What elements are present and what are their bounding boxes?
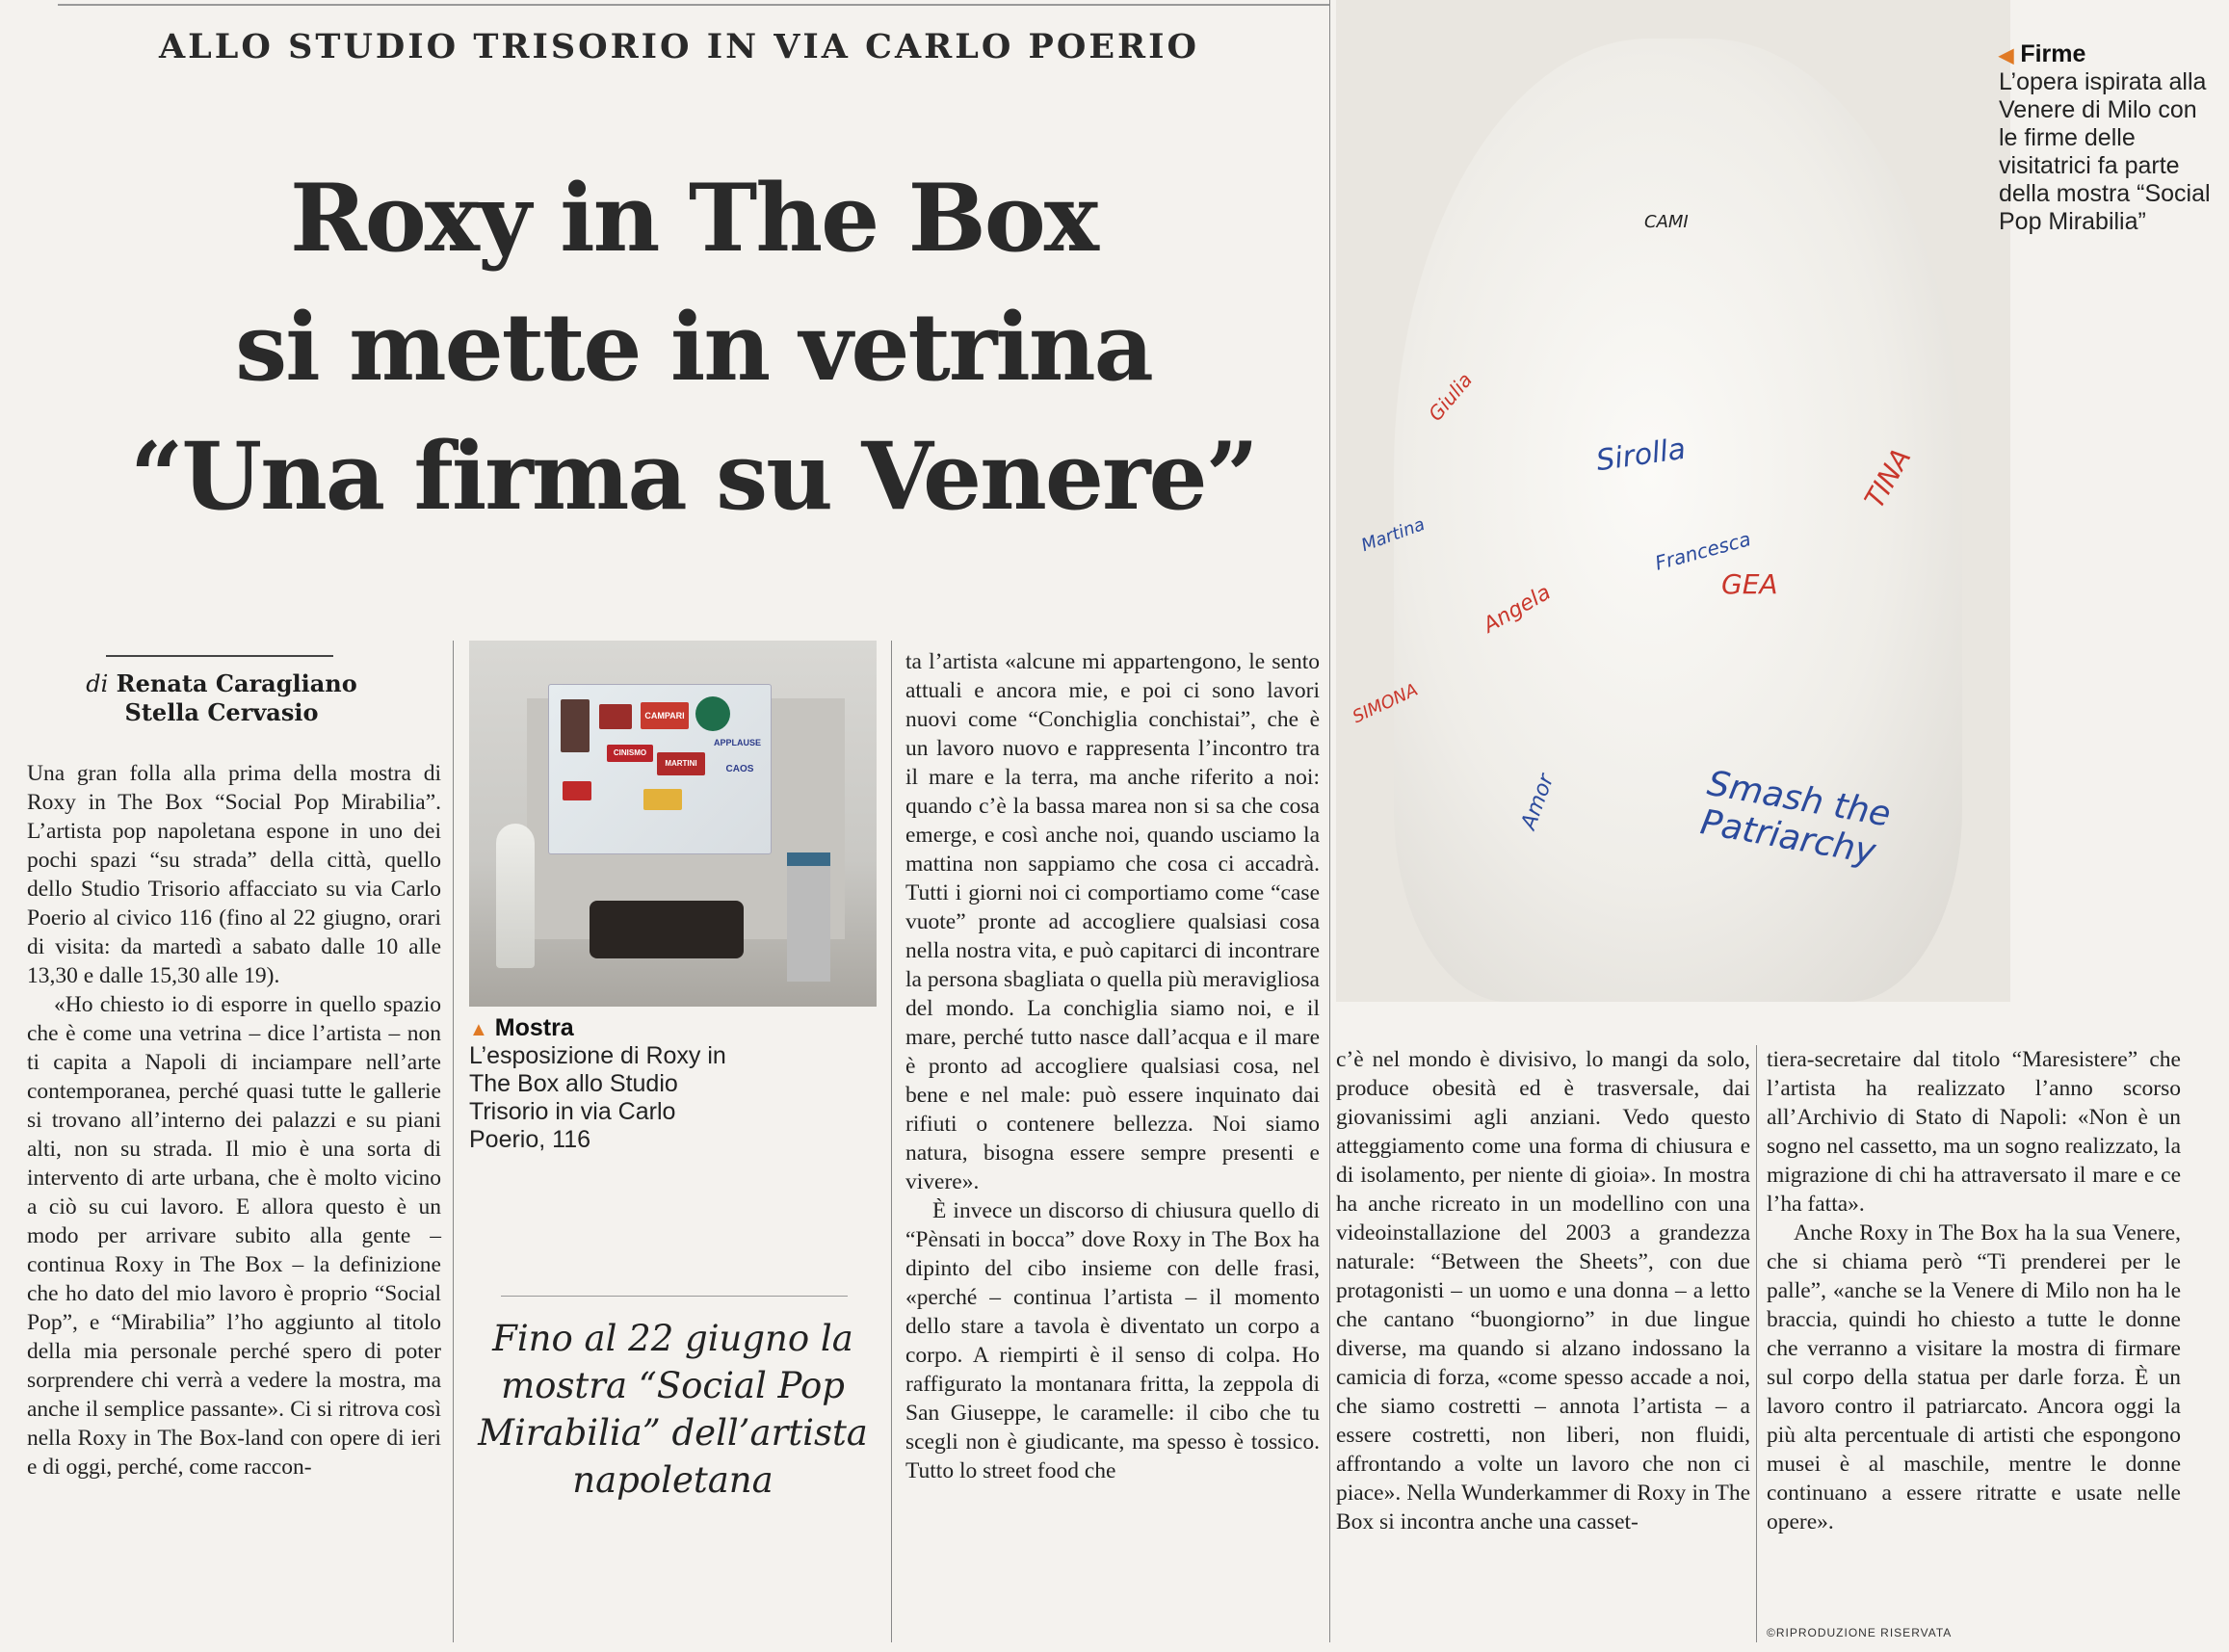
signature: GEA (1721, 568, 1778, 600)
poster (561, 699, 590, 752)
signature: TINA (1858, 442, 1918, 514)
caption-title: Mostra (494, 1014, 574, 1041)
signature: Martina (1358, 513, 1428, 557)
photo-caption-2 (1999, 40, 2220, 236)
top-rule (58, 4, 1329, 6)
column-divider (1329, 0, 1330, 1642)
poster (643, 789, 682, 810)
paragraph: «Ho chiesto io di esporre in quello spazio che è come una vetrina – dice l’artista – non ti capita a Napoli di inciampare nell’arte contemporanea, perché quasi tutte le gallerie si trovano all’interno dei palazzi e su piani alti, non su strada. Il mio è una sorta di intervento di arte urbana, che è molto vicino a ciò su cui lavoro. E allora questo è un modo per arrivare subito alla gente – continua Roxy in The Box – la definizione che ho dato del mio lavoro è proprio “Social Pop”, e “Mirabilia” l’ho aggiunto al titolo della mia personale perché spero di poter sorprendere chi verrà a vedere la mostra, ma anche il semplice passante». Ci si ritrova così nella Roxy in The Box-land con opere di ieri e di oggi, perché, come raccon- (27, 992, 441, 1480)
artwork-panel (548, 684, 772, 854)
signature: Amor (1516, 771, 1560, 833)
caption-text: L’opera ispirata alla Venere di Milo con le firme delle visitatrici fa parte della mostra “Social Pop Mirabilia” (1999, 68, 2211, 235)
author-2: Stella Cervasio (124, 698, 319, 726)
headline-line-1: Roxy in The Box (289, 164, 1098, 273)
article-column-4 (1336, 1045, 1750, 1536)
signature: SIMONA (1349, 679, 1422, 728)
pullquote: Fino al 22 giugno la mostra “Social Pop Mirabilia” dell’artista napoletana (478, 1318, 868, 1501)
paragraph: È invece un discorso di chiusura quello di “Pènsati in bocca” dove Roxy in The Box ha dipinto del cibo insieme con delle frasi, «perché – continua l’artista – il momento dello stare a tavola è diventato un corpo a corpo. A riempirti è il senso di colpa. Ho raffigurato la montanara fritta, la zeppola di San Giuseppe, le caramelle: il cibo che tu scegli non è giudicante, ma spesso è tossico. Tutto lo street food che (905, 1198, 1320, 1483)
cinismo-sign: CINISMO (607, 745, 653, 762)
column-divider (453, 641, 454, 1642)
signature: Angela (1479, 580, 1556, 639)
headline (58, 154, 1329, 541)
signature: Smash the Patriarchy (1697, 763, 1894, 873)
kicker: ALLO STUDIO TRISORIO IN VIA CARLO POERIO (159, 27, 1199, 66)
headline-line-2: si mette in vetrina (235, 293, 1152, 402)
photo-caption-1 (469, 1014, 758, 1154)
article-column-1 (27, 759, 441, 1482)
byline-rule (106, 655, 333, 657)
headline-line-3: “Una firma su Venere” (130, 422, 1257, 531)
byline-prefix: di (86, 670, 109, 697)
applause-sign: APPLAUSE (713, 738, 761, 747)
paragraph: Una gran folla alla prima della mostra di Roxy in The Box “Social Pop Mirabilia”. L’artista pop napoletana espone in uno dei pochi spazi “su strada” della città, quello dello Studio Trisorio affacciato su via Carlo Poerio al civico 116 (fino al 22 giugno, orari di visita: da martedì a sabato dalle 10 alle 13,30 e dalle 15,30 alle 19). (27, 761, 441, 988)
pullquote-rule (501, 1296, 848, 1297)
venus-statue (496, 824, 535, 968)
paragraph: Anche Roxy in The Box ha la sua Venere, che si chiama però “Ti prenderei per le palle”, «anche se la Venere di Milo non ha le braccia, quindi ho chiesto a tutte le donne che verranno a visitare la mostra di firmare sul corpo della statua per darle forza. È un lavoro contro il patriarcato. Ancora oggi la più alta percentuale di artisti che espongono musei è al maschile, mentre le donne continuano a essere ritratte e usate nelle opere». (1767, 1220, 2181, 1534)
video-kiosk (787, 852, 830, 982)
signature: CAMI (1644, 212, 1689, 232)
martini-sign: MARTINI (657, 752, 705, 775)
paragraph: c’è nel mondo è divisivo, lo mangi da solo, produce obesità ed è trasversale, dai giovanissimi agli anziani. Vedo questo atteggiamento come una forma di chiusura e di isolamento, per niente di gioia». In mostra ha anche ricreato in un modellino con una videoinstallazione del 2003 a grandezza naturale: “Between the Sheets”, con due protagonisti – un uomo e una donna – a letto che cantano “buongiorno” in due lingue diverse, ma quando si alzano indossano la camicia di forza, «come spesso accade a noi, che siamo costretti – annota l’artista – a essere costretti, non liberi, non fluidi, affrontando a volte un lavoro che non ci piace». Nella Wunderkammer di Roxy in The Box si incontra anche una casset- (1336, 1047, 1750, 1534)
paragraph: tiera-secretaire dal titolo “Maresistere” che l’artista ha realizzato l’anno scorso all’Archivio di Stato di Napoli: «Non è un sogno nel cassetto, ma un sogno realizzato, la migrazione di chi ha attraversato il mare e ce l’ha fatta». (1767, 1047, 2181, 1217)
poster (563, 781, 591, 800)
poster (599, 704, 632, 729)
venus-photo (1336, 0, 2010, 1002)
article-column-3 (905, 647, 1320, 1485)
signature: Giulia (1424, 368, 1478, 426)
caos-sign: CAOS (725, 764, 754, 774)
article-column-5 (1767, 1045, 2181, 1536)
signature: Sirolla (1594, 432, 1689, 479)
paragraph: ta l’artista «alcune mi appartengono, le sento attuali e ancora mie, e poi ci sono lavori nuovi come “Conchiglia conchistai”, che è un lavoro nuovo e rappresenta l’incontro tra il mare e la terra, ma anche riferito a noi: quando c’è la bassa marea non si sa che cosa emerge, e così anche noi, quando usciamo la mattina non sappiamo che cosa ci accadrà. Tutti i giorni noi ci comportiamo come “case vuote” pronte ad accogliere qualsiasi cosa nella nostra vita, e può capitarci di incontrare la persona sbagliata o quella più meravigliosa del mondo. La conchiglia siamo noi, e il mare, perché tutto nasce dall’acqua e il mare è pronto ad accogliere qualsiasi cosa, nel bene e nel male: può essere inquinato dai rifiuti o contenere bellezza. Noi siamo natura, bisogna essere sempre presenti e vivere». (905, 649, 1320, 1194)
column-divider (1756, 1045, 1757, 1642)
caption-text: L’esposizione di Roxy in The Box allo Studio Trisorio in via Carlo Poerio, 116 (469, 1042, 726, 1153)
campari-sign: CAMPARI (641, 702, 689, 729)
byline (58, 669, 385, 727)
copyright-notice: ©RIPRODUZIONE RISERVATA (1767, 1626, 1953, 1639)
triangle-up-icon: ▲ (469, 1019, 488, 1040)
round-logo (695, 696, 730, 731)
exhibition-photo (469, 641, 877, 1007)
signature: Francesca (1652, 527, 1754, 575)
column-divider (891, 641, 892, 1642)
author-1: Renata Caragliano (116, 669, 357, 697)
triangle-left-icon: ◀ (1999, 45, 2014, 66)
caption-title: Firme (2020, 40, 2086, 67)
sofa (590, 901, 744, 958)
